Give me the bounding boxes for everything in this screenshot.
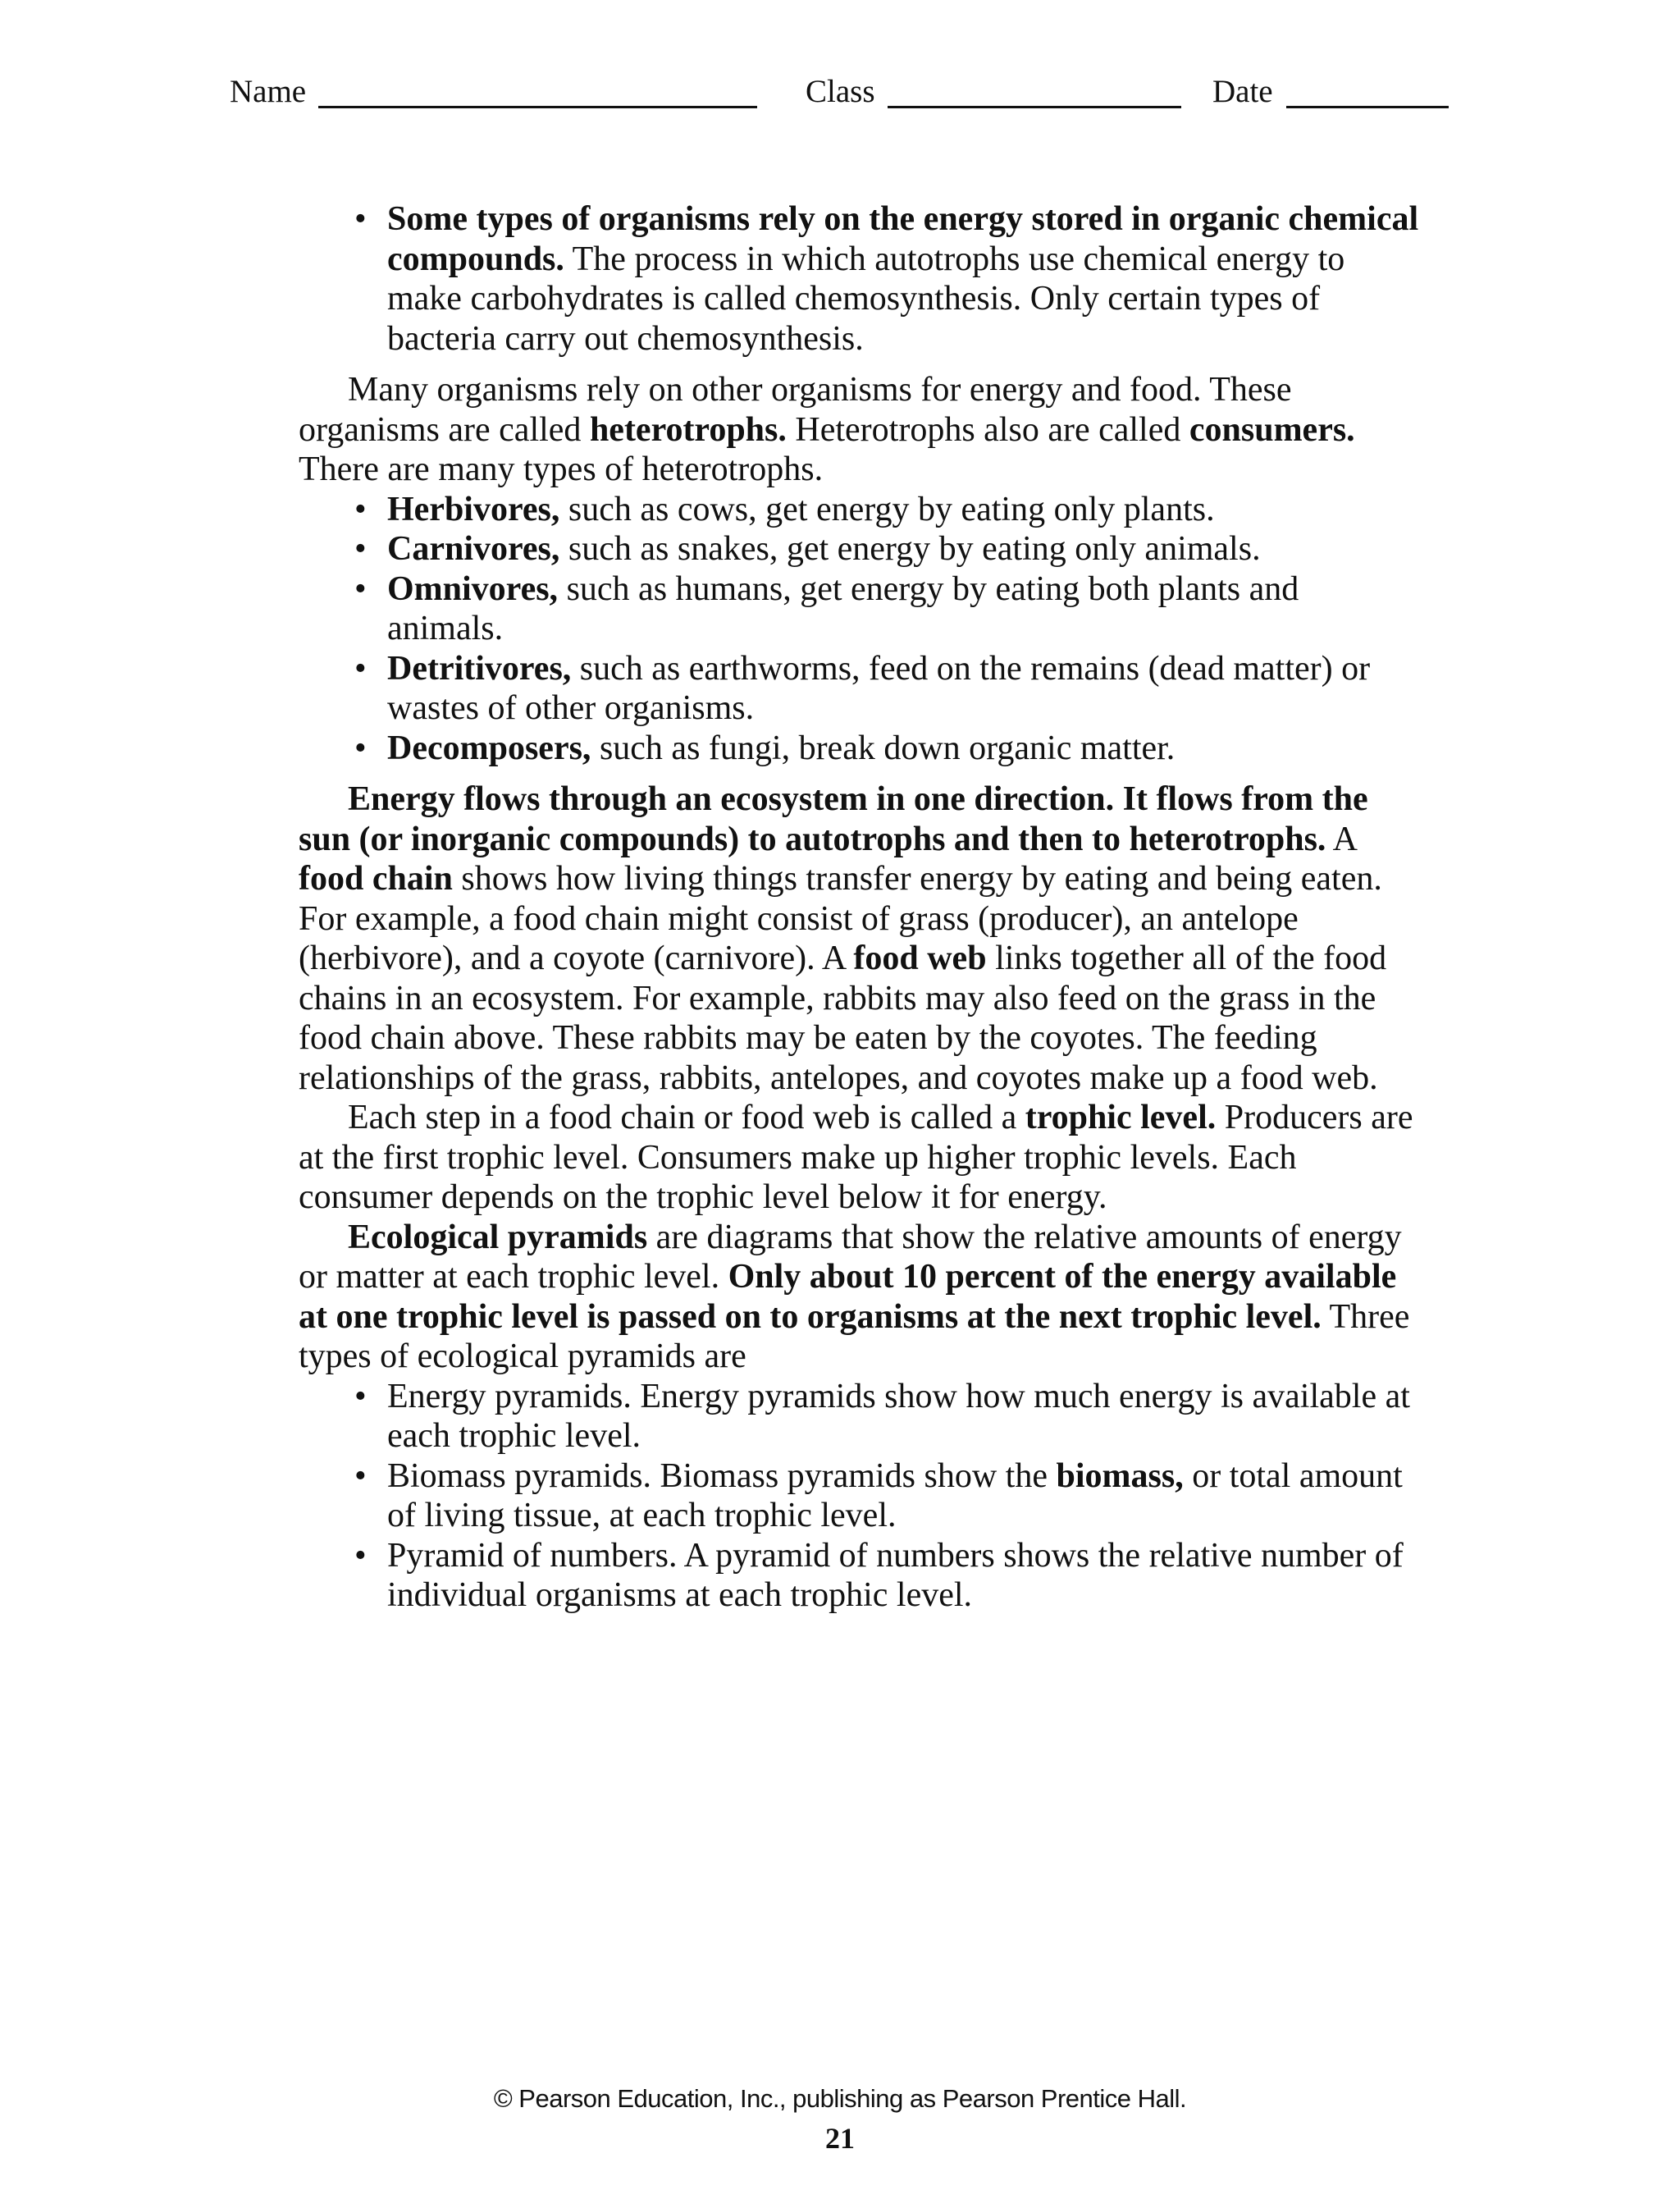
list-item: • Detritivores, such as earthworms, feed on the remains (dead matter) or wastes of other organisms. <box>354 649 1371 727</box>
list-item <box>299 199 1422 359</box>
heterotroph-types-list <box>299 490 1422 769</box>
term-ecological-pyramids: Ecological pyramids <box>348 1218 648 1256</box>
bullet-icon: • <box>354 200 367 238</box>
term-trophic-level: trophic level. <box>1025 1099 1217 1136</box>
pyramid-types-list <box>299 1377 1422 1616</box>
bullet-icon: • <box>354 1536 367 1575</box>
list-item: • Biomass pyramids. Biomass pyramids show the biomass, or total amount of living tissue, at each trophic level. <box>354 1456 1403 1534</box>
bullet-icon: • <box>354 1456 367 1495</box>
list-item: • Energy pyramids. Energy pyramids show how much energy is available at each trophic level. <box>354 1377 1410 1455</box>
bullet-icon: • <box>354 1377 367 1415</box>
paragraph-trophic-level: Each step in a food chain or food web is called a trophic level. Producers are at the first trophic level. Consumers make up higher trophic levels. Each consumer depends on the trophic level below it for energy. <box>299 1099 1413 1216</box>
name-label: Name <box>230 74 307 109</box>
term-decomposers: Decomposers, <box>387 729 591 767</box>
term-heterotrophs: heterotrophs. <box>589 410 787 449</box>
term-biomass: biomass, <box>1056 1456 1184 1495</box>
name-field-line[interactable] <box>318 106 757 108</box>
document-body <box>299 199 1422 1616</box>
date-label: Date <box>1212 74 1273 109</box>
bold-phrase: Some types of organisms rely on the energy stored in organic chemical compounds. <box>387 200 1419 278</box>
bullet-icon: • <box>354 729 367 767</box>
bullet-icon: • <box>354 530 367 568</box>
term-herbivores: Herbivores, <box>387 490 560 528</box>
copyright-footer: © Pearson Education, Inc., publishing as Pearson Prentice Hall. <box>493 2084 1187 2113</box>
list-item: • Herbivores, such as cows, get energy by eating only plants. <box>354 490 1215 528</box>
key-concept-energy-flow: Energy flows through an ecosystem in one direction. It flows from the sun (or inorganic compounds) to autotrophs and then to heterotrophs. <box>299 780 1368 858</box>
term-omnivores: Omnivores, <box>387 569 559 608</box>
bullet-icon: • <box>354 490 367 528</box>
term-consumers: consumers. <box>1189 410 1355 449</box>
bullet-icon: • <box>354 569 367 608</box>
list-item: • Pyramid of numbers. A pyramid of numbers shows the relative number of individual organisms at each trophic level. <box>354 1536 1404 1614</box>
paragraph-heterotrophs: Many organisms rely on other organisms for energy and food. These organisms are called heterotrophs. Heterotrophs also are called consumers. There are many types of heterotrophs. <box>299 371 1355 488</box>
worksheet-header <box>230 67 1460 117</box>
date-field-line[interactable] <box>1286 106 1449 108</box>
list-item: • Decomposers, such as fungi, break down organic matter. <box>354 729 1176 767</box>
list-item: • Carnivores, such as snakes, get energy by eating only animals. <box>354 530 1261 568</box>
page-number: 21 <box>825 2122 855 2155</box>
paragraph-energy-flow: Energy flows through an ecosystem in one direction. It flows from the sun (or inorganic compounds) to autotrophs and then to heterotrophs. A food chain shows how living things transfer energy by eating and being eaten. For example, a food chain might consist of grass (producer), an antelope (herbivore), and a coyote (carnivore). A food web links together all of the food chains in an ecosystem. For example, rabbits may also feed on the grass in the food chain above. These rabbits may be eaten by the coyotes. The feeding relationships of the grass, rabbits, antelopes, and coyotes make up a food web. <box>299 780 1387 1097</box>
list-item: • Omnivores, such as humans, get energy by eating both plants and animals. <box>354 569 1299 647</box>
term-detritivores: Detritivores, <box>387 649 572 688</box>
term-food-web: food web <box>853 940 987 977</box>
term-food-chain: food chain <box>299 860 453 898</box>
class-field-line[interactable] <box>888 106 1181 108</box>
bullet-icon: • <box>354 649 367 688</box>
paragraph-ecological-pyramids: Ecological pyramids are diagrams that show the relative amounts of energy or matter at each trophic level. Only about 10 percent of the energy available at one trophic level is passed on to organisms at the next trophic level. Three types of ecological pyramids are <box>299 1218 1410 1375</box>
item-text: The process in which autotrophs use chemical energy to make carbohydrates is called chemosynthesis. Only certain types of bacteria carry out chemosynthesis. <box>387 240 1345 358</box>
class-label: Class <box>806 74 875 109</box>
term-carnivores: Carnivores, <box>387 530 560 568</box>
key-concept-ten-percent: Only about 10 percent of the energy available at one trophic level is passed on to organisms at the next trophic level. <box>299 1258 1397 1336</box>
intro-bullet-list <box>299 199 1422 359</box>
